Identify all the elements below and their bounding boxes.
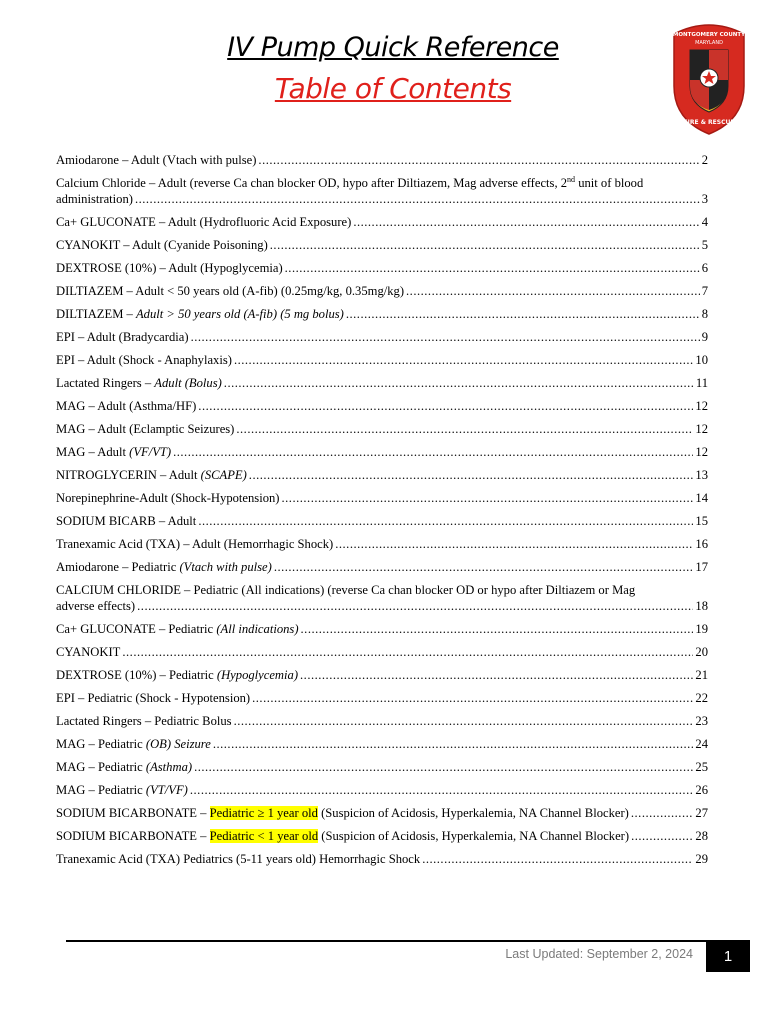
toc-entry[interactable] bbox=[56, 214, 708, 230]
toc-entry[interactable] bbox=[56, 467, 708, 483]
toc-leader-dots bbox=[236, 421, 693, 437]
toc-leader-dots bbox=[173, 444, 693, 460]
toc-entry-title: Tranexamic Acid (TXA) Pediatrics (5-11 years old) Hemorrhagic Shock bbox=[56, 852, 421, 866]
toc-entry[interactable] bbox=[56, 398, 708, 414]
toc-entry[interactable] bbox=[56, 175, 708, 207]
document-title: IV Pump Quick Reference bbox=[227, 32, 559, 63]
toc-entry-title: Calcium Chloride – Adult (reverse Ca chan blocker OD, hypo after Diltiazem, Mag adverse effects, 2nd unit of blood bbox=[56, 175, 644, 190]
toc-entry-title: Norepinephrine-Adult (Shock-Hypotension) bbox=[56, 491, 280, 505]
toc-entry-title: MAG – Adult (Asthma/HF) bbox=[56, 399, 197, 413]
toc-leader-dots bbox=[135, 191, 700, 207]
toc-entry-title: DEXTROSE (10%) – Adult (Hypoglycemia) bbox=[56, 261, 283, 275]
toc-leader-dots bbox=[335, 536, 693, 552]
toc-page-number: 7 bbox=[701, 284, 708, 298]
toc-page-number: 6 bbox=[701, 261, 708, 275]
fire-rescue-badge-icon bbox=[668, 20, 750, 136]
toc-entry-title: MAG – Adult (VF/VT) bbox=[56, 445, 172, 459]
toc-leader-dots bbox=[252, 690, 693, 706]
toc-page-number: 18 bbox=[695, 599, 708, 613]
toc-entry[interactable] bbox=[56, 421, 708, 437]
toc-entry-title: SODIUM BICARBONATE – Pediatric < 1 year old (Suspicion of Acidosis, Hyperkalemia, NA Channel Blocker) bbox=[56, 829, 630, 843]
toc-leader-dots bbox=[191, 329, 700, 345]
toc-entry-title: SODIUM BICARBONATE – Pediatric ≥ 1 year old (Suspicion of Acidosis, Hyperkalemia, NA Channel Blocker) bbox=[56, 806, 629, 820]
toc-page-number: 21 bbox=[695, 668, 708, 682]
toc-leader-dots bbox=[137, 598, 693, 614]
toc-entry[interactable] bbox=[56, 582, 708, 614]
toc-leader-dots bbox=[249, 467, 694, 483]
toc-page-number: 8 bbox=[701, 307, 708, 321]
toc-leader-dots bbox=[213, 736, 694, 752]
toc-entry-title: Amiodarone – Pediatric (Vtach with pulse) bbox=[56, 560, 272, 574]
toc-entry[interactable] bbox=[56, 621, 708, 637]
toc-entry-title: EPI – Adult (Shock - Anaphylaxis) bbox=[56, 353, 232, 367]
logo-top-text: MONTGOMERY COUNTY bbox=[672, 32, 746, 38]
toc-entry-title: Amiodarone – Adult (Vtach with pulse) bbox=[56, 153, 257, 167]
toc-entry[interactable] bbox=[56, 805, 708, 821]
toc-entry-title-cont: administration) bbox=[56, 192, 133, 206]
toc-page-number: 11 bbox=[695, 376, 708, 390]
toc-leader-dots bbox=[422, 851, 693, 867]
toc-entry-title: SODIUM BICARB – Adult bbox=[56, 514, 197, 528]
toc-entry[interactable] bbox=[56, 644, 708, 660]
toc-page-number: 5 bbox=[701, 238, 708, 252]
logo-state-text: MARYLAND bbox=[695, 40, 723, 46]
toc-page-number: 26 bbox=[695, 783, 708, 797]
toc-entry[interactable] bbox=[56, 782, 708, 798]
toc-page-number: 4 bbox=[701, 215, 708, 229]
toc-leader-dots bbox=[122, 644, 693, 660]
toc-entry[interactable] bbox=[56, 375, 708, 391]
toc-page-number: 19 bbox=[695, 622, 708, 636]
toc-leader-dots bbox=[346, 306, 700, 322]
toc-leader-dots bbox=[258, 152, 699, 168]
toc-entry-title: Ca+ GLUCONATE – Adult (Hydrofluoric Acid Exposure) bbox=[56, 215, 352, 229]
toc-page-number: 16 bbox=[695, 537, 708, 551]
page-number: 1 bbox=[706, 940, 750, 972]
toc-entry[interactable] bbox=[56, 444, 708, 460]
toc-page-number: 12 bbox=[695, 422, 708, 436]
toc-entry[interactable] bbox=[56, 759, 708, 775]
toc-entry-title: MAG – Pediatric (Asthma) bbox=[56, 760, 193, 774]
toc-entry-title: DEXTROSE (10%) – Pediatric (Hypoglycemia) bbox=[56, 668, 299, 682]
toc-leader-dots bbox=[631, 828, 693, 844]
toc-entry[interactable] bbox=[56, 559, 708, 575]
toc-leader-dots bbox=[285, 260, 700, 276]
toc-entry-title: EPI – Pediatric (Shock - Hypotension) bbox=[56, 691, 251, 705]
toc-entry[interactable] bbox=[56, 306, 708, 322]
toc-page-number: 17 bbox=[695, 560, 708, 574]
toc-page-number: 29 bbox=[695, 852, 708, 866]
toc-page-number: 25 bbox=[695, 760, 708, 774]
toc-leader-dots bbox=[224, 375, 694, 391]
toc-entry[interactable] bbox=[56, 513, 708, 529]
toc-entry[interactable] bbox=[56, 352, 708, 368]
toc-entry[interactable] bbox=[56, 283, 708, 299]
toc-entry-title: CALCIUM CHLORIDE – Pediatric (All indications) (reverse Ca chan blocker OD or hypo after Diltiazem or Mag bbox=[56, 583, 636, 597]
toc-entry-title: NITROGLYCERIN – Adult (SCAPE) bbox=[56, 468, 247, 482]
toc-leader-dots bbox=[270, 237, 700, 253]
toc-heading: Table of Contents bbox=[274, 72, 512, 105]
toc-page-number: 9 bbox=[701, 330, 708, 344]
toc-entry[interactable] bbox=[56, 237, 708, 253]
toc-leader-dots bbox=[300, 667, 693, 683]
toc-entry[interactable] bbox=[56, 260, 708, 276]
toc-entry[interactable] bbox=[56, 667, 708, 683]
toc-entry-title: Lactated Ringers – Adult (Bolus) bbox=[56, 376, 222, 390]
toc-entry[interactable] bbox=[56, 690, 708, 706]
toc-leader-dots bbox=[198, 398, 693, 414]
toc-entry-title: CYANOKIT – Adult (Cyanide Poisoning) bbox=[56, 238, 268, 252]
toc-page-number: 2 bbox=[701, 153, 708, 167]
toc-leader-dots bbox=[194, 759, 693, 775]
toc-entry-title: CYANOKIT bbox=[56, 645, 121, 659]
toc-entry[interactable] bbox=[56, 851, 708, 867]
toc-entry[interactable] bbox=[56, 152, 708, 168]
toc-page-number: 15 bbox=[695, 514, 708, 528]
toc-page-number: 24 bbox=[695, 737, 708, 751]
toc-leader-dots bbox=[631, 805, 694, 821]
toc-page-number: 13 bbox=[695, 468, 708, 482]
toc-entry[interactable] bbox=[56, 490, 708, 506]
toc-entry[interactable] bbox=[56, 536, 708, 552]
toc-page-number: 12 bbox=[695, 445, 708, 459]
toc-entry-title: Tranexamic Acid (TXA) – Adult (Hemorrhagic Shock) bbox=[56, 537, 334, 551]
toc-leader-dots bbox=[234, 352, 693, 368]
footer-divider bbox=[66, 940, 706, 942]
toc-leader-dots bbox=[301, 621, 694, 637]
title-block bbox=[0, 28, 768, 110]
toc-entry-title: DILTIAZEM – Adult > 50 years old (A-fib) (5 mg bolus) bbox=[56, 307, 344, 321]
toc-page-number: 23 bbox=[695, 714, 708, 728]
last-updated: Last Updated: September 2, 2024 bbox=[505, 947, 693, 961]
toc-leader-dots bbox=[198, 513, 693, 529]
toc-entry-title: MAG – Adult (Eclamptic Seizures) bbox=[56, 422, 235, 436]
toc-page-number: 27 bbox=[695, 806, 708, 820]
toc-leader-dots bbox=[282, 490, 694, 506]
toc-entry[interactable] bbox=[56, 828, 708, 844]
toc-entry-title: MAG – Pediatric (OB) Seizure bbox=[56, 737, 211, 751]
toc-entry[interactable] bbox=[56, 329, 708, 345]
toc-entry-title-cont: adverse effects) bbox=[56, 599, 136, 613]
toc-page-number: 20 bbox=[695, 645, 708, 659]
logo-bottom-text: FIRE & RESCUE bbox=[683, 119, 735, 126]
toc-leader-dots bbox=[234, 713, 694, 729]
toc-page-number: 10 bbox=[695, 353, 708, 367]
toc-leader-dots bbox=[406, 283, 700, 299]
toc-entry-title: MAG – Pediatric (VT/VF) bbox=[56, 783, 188, 797]
table-of-contents bbox=[56, 152, 708, 874]
toc-page-number: 12 bbox=[695, 399, 708, 413]
toc-entry-title: Lactated Ringers – Pediatric Bolus bbox=[56, 714, 232, 728]
toc-leader-dots bbox=[353, 214, 699, 230]
toc-page-number: 22 bbox=[695, 691, 708, 705]
toc-page-number: 3 bbox=[701, 192, 708, 206]
toc-page-number: 28 bbox=[695, 829, 708, 843]
toc-entry[interactable] bbox=[56, 713, 708, 729]
toc-leader-dots bbox=[190, 782, 694, 798]
toc-entry-title: DILTIAZEM – Adult < 50 years old (A-fib) (0.25mg/kg, 0.35mg/kg) bbox=[56, 284, 405, 298]
toc-leader-dots bbox=[274, 559, 694, 575]
toc-entry[interactable] bbox=[56, 736, 708, 752]
toc-entry-title: Ca+ GLUCONATE – Pediatric (All indications) bbox=[56, 622, 299, 636]
toc-page-number: 14 bbox=[695, 491, 708, 505]
toc-entry-title: EPI – Adult (Bradycardia) bbox=[56, 330, 189, 344]
